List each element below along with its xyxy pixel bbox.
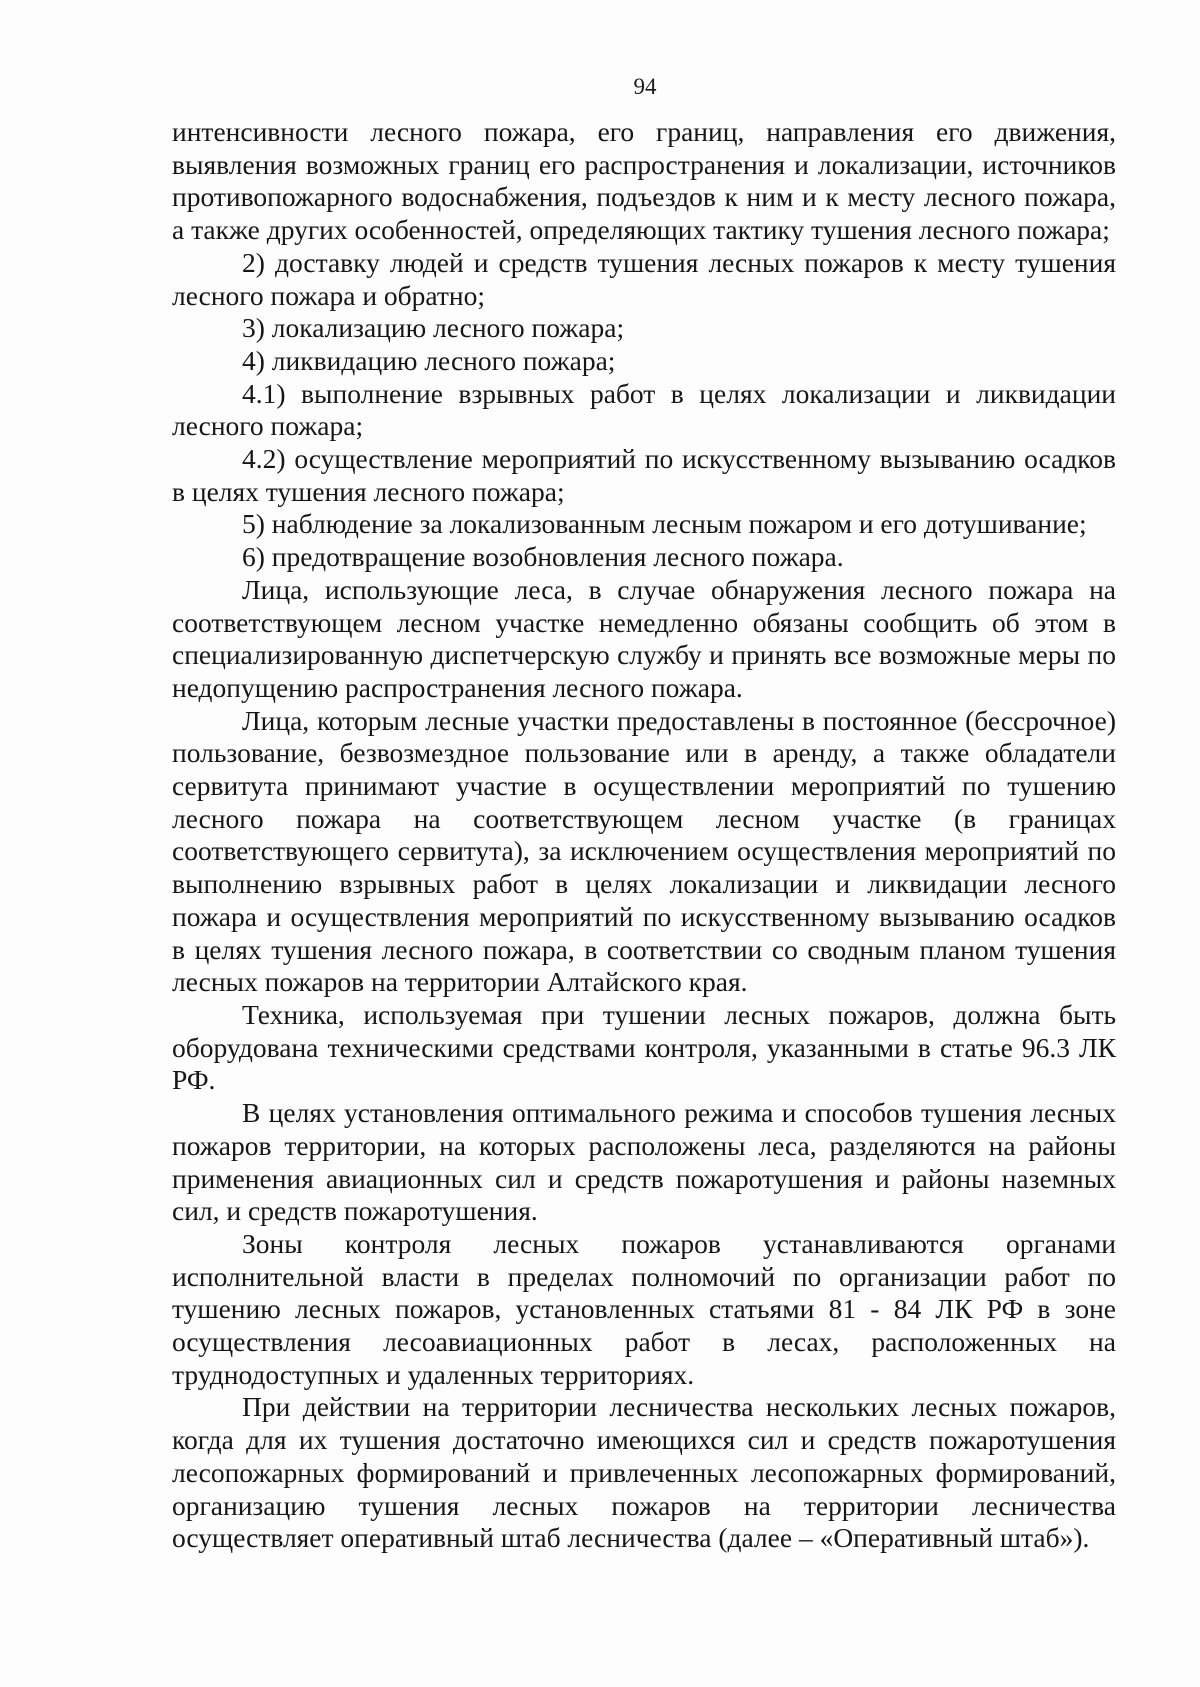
list-item: 4) ликвидацию лесного пожара;: [242, 344, 616, 376]
paragraph: Зоны контроля лесных пожаров устанавливаются органами исполнительной власти в пределах полномочий по организации работ по тушению лесных пожаров, установленных статьями 81 - 84 ЛК РФ в зоне осуществления лесоавиационных работ в лесах, расположенных на труднодоступных и удаленных территориях.: [172, 1227, 1116, 1390]
body-text: [172, 116, 1116, 1555]
paragraph: В целях установления оптимального режима и способов тушения лесных пожаров территории, на которых расположены леса, разделяются на районы применения авиационных сил и средств пожаротушения и районы наземных сил, и средств пожаротушения.: [172, 1097, 1116, 1227]
paragraph: Лица, использующие леса, в случае обнаружения лесного пожара на соответствующем лесном участке немедленно обязаны сообщить об этом в специализированную диспетчерскую службу и принять все возможные меры по недопущению распространения лесного пожара.: [172, 573, 1116, 703]
paragraph: При действии на территории лесничества нескольких лесных пожаров, когда для их тушения достаточно имеющихся сил и средств пожаротушения лесопожарных формирований и привлеченных лесопожарных формирований, организацию тушения лесных пожаров на территории лесничества осуществляет оперативный штаб лесничества (далее – «Оперативный штаб»).: [172, 1391, 1116, 1554]
paragraph: Техника, используемая при тушении лесных пожаров, должна быть оборудована техническими средствами контроля, указанными в статье 96.3 ЛК РФ.: [172, 998, 1116, 1096]
paragraph: интенсивности лесного пожара, его границ, направления его движения, выявления возможных границ его распространения и локализации, источников противопожарного водоснабжения, подъездов к ним и к месту лесного пожара, а также других особенностей, определяющих тактику тушения лесного пожара;: [172, 116, 1116, 246]
list-item: 5) наблюдение за локализованным лесным пожаром и его дотушивание;: [242, 508, 1087, 540]
list-item: 3) локализацию лесного пожара;: [242, 312, 625, 344]
list-item: 2) доставку людей и средств тушения лесных пожаров к месту тушения лесного пожара и обратно;: [172, 246, 1116, 311]
list-item: 4.1) выполнение взрывных работ в целях локализации и ликвидации лесного пожара;: [172, 377, 1116, 442]
list-item: 6) предотвращение возобновления лесного пожара.: [242, 541, 844, 573]
page-number: 94: [633, 74, 657, 99]
list-item: 4.2) осуществление мероприятий по искусственному вызыванию осадков в целях тушения лесного пожара;: [172, 443, 1116, 507]
paragraph: Лица, которым лесные участки предоставлены в постоянное (бессрочное) пользование, безвозмездное пользование или в аренду, а также обладатели сервитута принимают участие в осуществлении мероприятий по тушению лесного пожара на соответствующем лесном участке (в границах соответствующего сервитута), за исключением осуществления мероприятий по выполнению взрывных работ в целях локализации и ликвидации лесного пожара и осуществления мероприятий по искусственному вызыванию осадков в целях тушения лесного пожара, в соответствии со сводным планом тушения лесных пожаров на территории Алтайского края.: [172, 704, 1116, 998]
